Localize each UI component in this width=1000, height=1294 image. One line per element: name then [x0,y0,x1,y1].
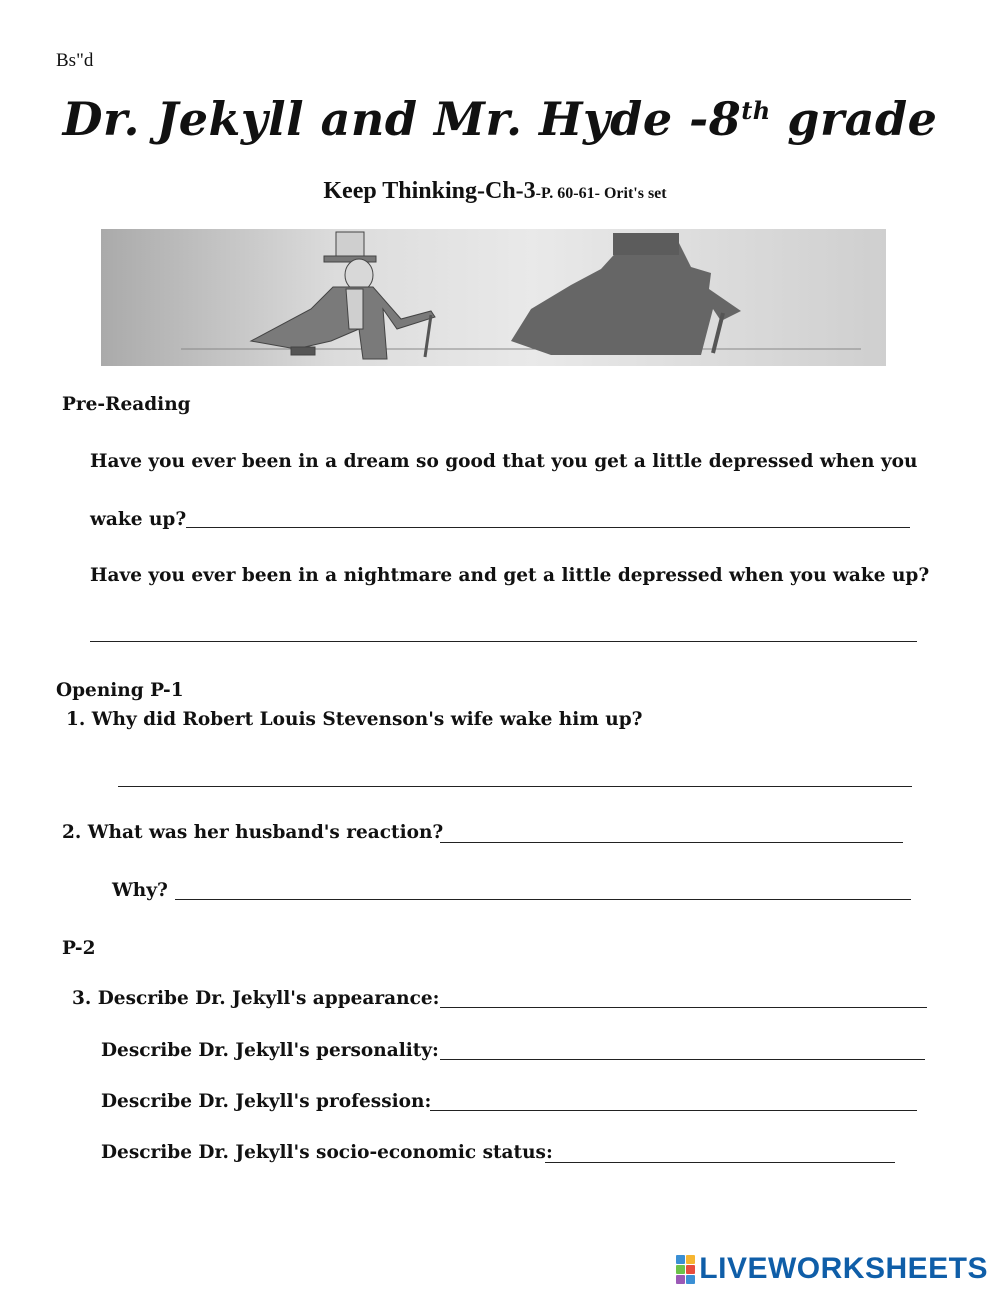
title-superscript: th [741,96,771,125]
pre-reading-question-2: Have you ever been in a nightmare and get a little depressed when you wake up? [90,565,930,586]
p2-question-status: Describe Dr. Jekyll's socio-economic status: [101,1142,553,1163]
answer-line-pre-2[interactable] [90,641,917,642]
title-end: grade [770,92,938,146]
p2-question-personality: Describe Dr. Jekyll's personality: [101,1040,439,1061]
p2-heading: P-2 [62,938,96,959]
pre-reading-question-1: Have you ever been in a dream so good that you get a little depressed when you [90,451,918,472]
subtitle-small: -P. 60-61- Orit's set [535,185,667,202]
opening-question-2-why: Why? [112,880,168,901]
p2-question-appearance: 3. Describe Dr. Jekyll's appearance: [72,988,440,1009]
jekyll-figure [251,232,435,359]
logo-blocks-icon [676,1255,695,1284]
p2-question-profession: Describe Dr. Jekyll's profession: [101,1091,432,1112]
opening-question-1: 1. Why did Robert Louis Stevenson's wife wake him up? [66,709,643,730]
subtitle [0,178,990,205]
answer-line-opening-2[interactable] [440,842,903,843]
pre-reading-heading: Pre-Reading [62,394,191,415]
opening-heading: Opening P-1 [56,680,184,701]
answer-line-status[interactable] [545,1162,895,1163]
title-text: Dr. Jekyll and Mr. Hyde -8 [62,92,742,146]
answer-line-appearance[interactable] [440,1007,927,1008]
answer-line-opening-why[interactable] [175,899,911,900]
liveworksheets-logo[interactable] [676,1252,988,1286]
answer-line-personality[interactable] [440,1059,925,1060]
opening-question-2: 2. What was her husband's reaction? [62,822,444,843]
page-title [0,92,1000,146]
banner-svg [101,229,886,366]
subtitle-main: Keep Thinking-Ch-3 [323,178,536,204]
pre-reading-question-1-cont: wake up? [90,509,187,530]
corner-text: Bs"d [56,50,94,71]
answer-line-pre-1[interactable] [186,527,910,528]
jekyll-hyde-illustration-icon [101,229,886,366]
answer-line-opening-1[interactable] [118,786,912,787]
answer-line-profession[interactable] [430,1110,917,1111]
logo-text: LIVEWORKSHEETS [699,1252,988,1285]
hyde-figure [511,233,741,355]
